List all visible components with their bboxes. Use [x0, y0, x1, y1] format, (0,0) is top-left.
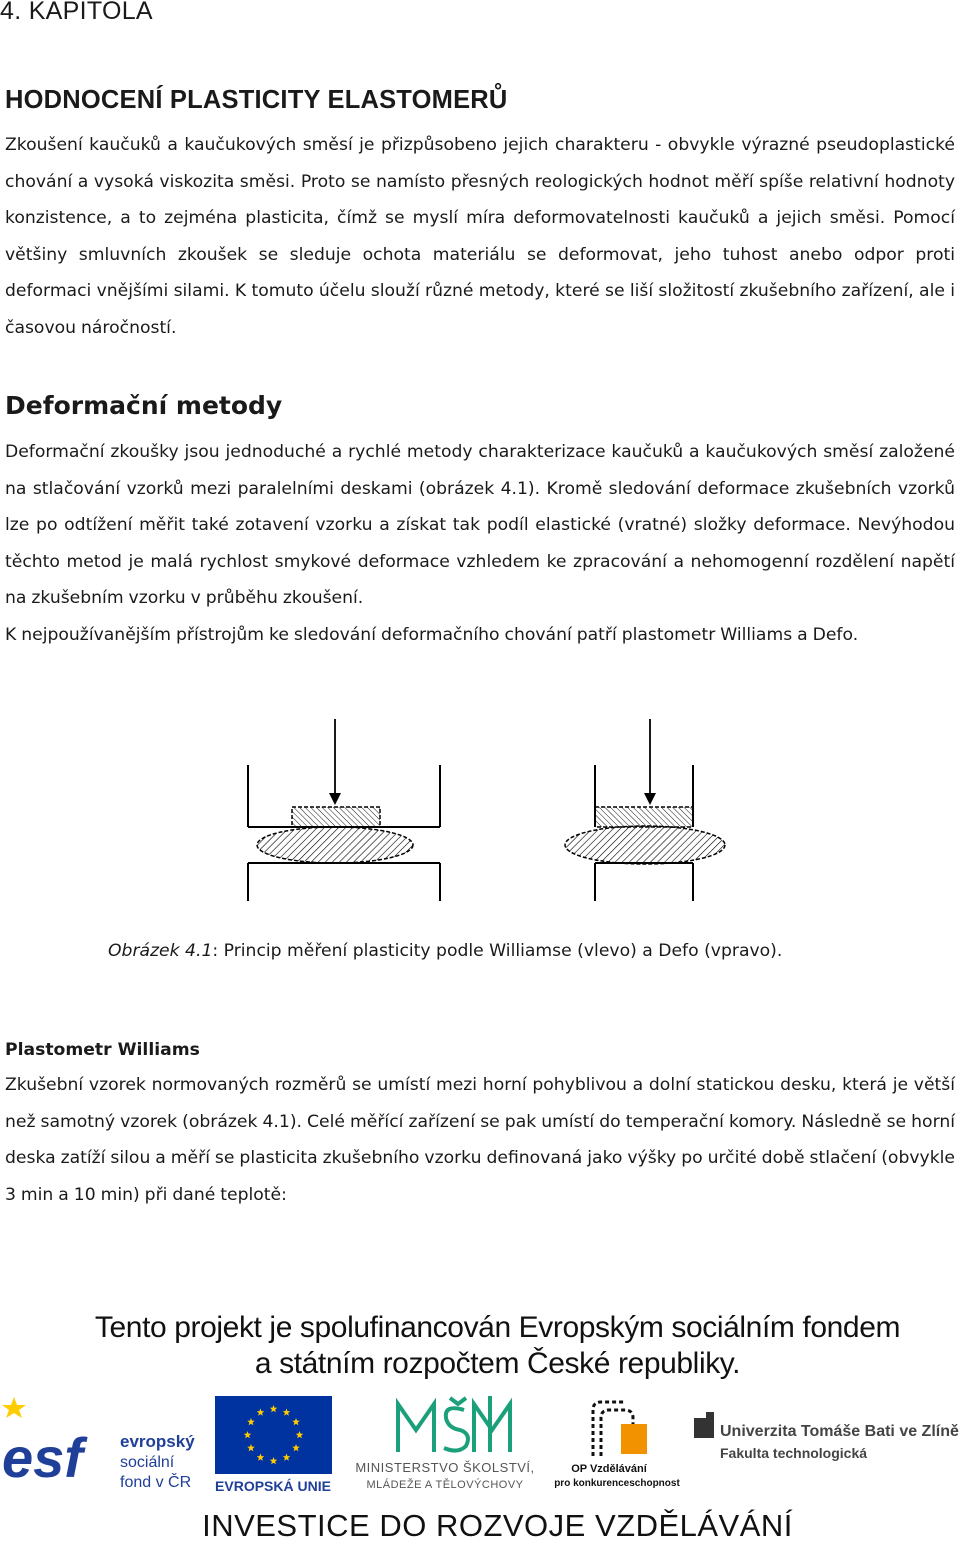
op-logo — [553, 1390, 688, 1495]
esf-text-1: evropský — [120, 1432, 195, 1451]
williams-setup — [248, 719, 440, 901]
funding-line-2: a státním rozpočtem České republiky. — [254, 1347, 741, 1380]
funding-line-1: Tento projekt je spolufinancován Evropským sociálním fondem — [94, 1311, 901, 1344]
eu-logo — [212, 1396, 337, 1496]
defo-setup — [565, 719, 725, 901]
deform-paragraph-2: K nejpoužívanějším přístrojům ke sledování deformačního chování patří plastometr Williams a Defo. — [5, 625, 859, 645]
defo-sample — [565, 826, 725, 864]
deform-paragraph: Deformační zkoušky jsou jednoduché a rychlé metody charakterizace kaučuků a kaučukových směsí založené na stlačování vzorků mezi paralelními deskami (obrázek 4.1). Kromě sledování deformace zkušebních vzorků lze po odtížení měřit také zotavení vzorku a získat tak podíl elastické (vratné) složky deformace. Nevýhodou těchto metod je malá rychlost smykové deformace vzhledem ke zpracování a nehomogenní rozdělení napětí na zkušebním vzorku v průběhu zkoušení. — [5, 442, 955, 609]
msmt-line-1: MINISTERSTVO ŠKOLSTVÍ, — [355, 1460, 535, 1475]
page-title: HODNOCENÍ PLASTICITY ELASTOMERŮ — [5, 86, 508, 114]
esf-logo — [0, 1395, 210, 1495]
figure-caption-label: Obrázek 4.1 — [108, 941, 213, 961]
utb-line-1: Univerzita Tomáše Bati ve Zlíně — [720, 1423, 959, 1440]
bottom-slogan: INVESTICE DO ROZVOJE VZDĚLÁVÁNÍ — [202, 1508, 793, 1543]
williams-sample — [257, 827, 413, 863]
op-line-2: pro konkurenceschopnost — [554, 1478, 680, 1489]
msmt-line-2: MLÁDEŽE A TĚLOVÝCHOVY — [366, 1479, 524, 1491]
williams-upper-plate — [292, 807, 380, 827]
defo-upper-plate — [595, 807, 693, 827]
utb-logo — [692, 1410, 960, 1470]
intro-paragraph: Zkoušení kaučuků a kaučukových směsí je přizpůsobeno jejich charakteru - obvykle výrazné pseudoplastické chování a vysoká viskozita směsi. Proto se namísto přesných reologických hodnot měří spíše relativní hodnoty konzistence, a to zejména plasticita, čímž se myslí míra deformovatelnosti kaučuků a jejich směsi. Pomocí většiny smluvních zkoušek se sleduje ochota materiálu se deformovat, jeho tuhost anebo odpor proti deformaci vnějšími silami. K tomuto účelu slouží různé metody, které se liší složitostí zkušebního zařízení, ale i časovou náročností. — [5, 135, 955, 338]
esf-text-3: fond v ČR — [120, 1474, 192, 1491]
williams-arrow-head — [329, 793, 341, 805]
defo-arrow-head — [644, 793, 656, 805]
utb-line-2: Fakulta technologická — [720, 1445, 868, 1461]
figure-caption — [108, 937, 782, 965]
figure-caption-text: : Princip měření plasticity podle Williamse (vlevo) a Defo (vpravo). — [212, 941, 783, 961]
williams-paragraph: Zkušební vzorek normovaných rozměrů se umístí mezi horní pohyblivou a dolní statickou desku, která je větší než samotný vzorek (obrázek 4.1). Celé měřící zařízení se pak umístí do temperační komory. Následně se horní deska zatíží silou a měří se plasticita zkušebního vzorku definovaná jako výšky po určité době stlačení (obvykle 3 min a 10 min) při dané teplotě: — [5, 1075, 955, 1205]
op-line-1: OP Vzdělávání — [571, 1463, 647, 1475]
chapter-heading: 4. KAPITOLA — [0, 0, 153, 25]
eu-text: EVROPSKÁ UNIE — [215, 1478, 331, 1494]
section-heading-deform: Deformační metody — [5, 391, 283, 420]
section-heading-williams: Plastometr Williams — [5, 1040, 200, 1060]
figure-plasticity-diagram — [200, 697, 740, 931]
msmt-logo — [340, 1390, 550, 1495]
funding-statement — [0, 1310, 960, 1382]
esf-text-2: sociální — [120, 1454, 175, 1471]
esf-mark: esf — [2, 1426, 83, 1489]
